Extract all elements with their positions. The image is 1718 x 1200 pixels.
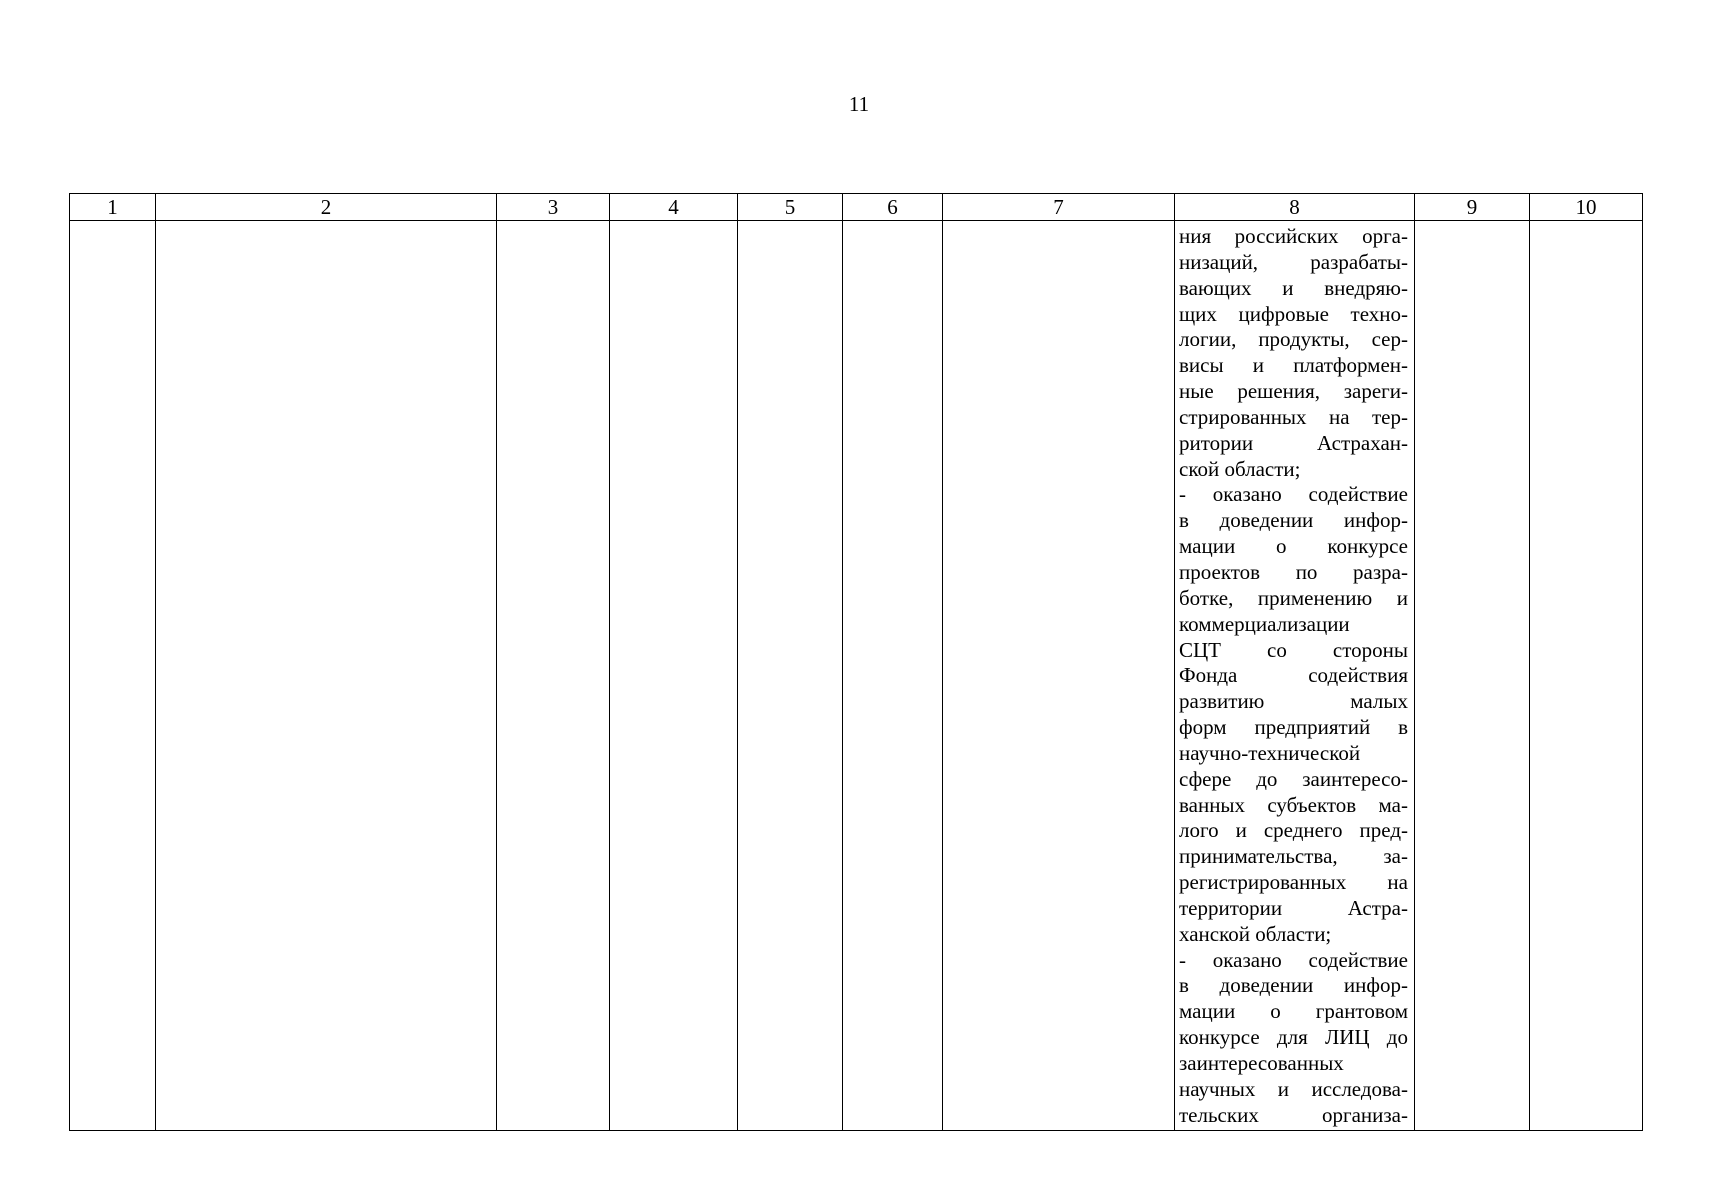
column-header-9: 9 bbox=[1415, 194, 1530, 221]
text-line: в доведении инфор- bbox=[1179, 973, 1408, 998]
text-line: логии, продукты, сер- bbox=[1179, 327, 1408, 352]
text-line: низаций, разрабаты- bbox=[1179, 249, 1408, 274]
text-line: щих цифровые техно- bbox=[1179, 301, 1408, 326]
data-table bbox=[69, 193, 1643, 1131]
text-line: научно-технической bbox=[1179, 740, 1361, 765]
cell-column-7 bbox=[943, 221, 1175, 1131]
cell-column-4 bbox=[610, 221, 738, 1131]
cell-column-2 bbox=[156, 221, 497, 1131]
text-line: мации о грантовом bbox=[1179, 999, 1408, 1024]
column-header-3: 3 bbox=[497, 194, 610, 221]
text-line: - оказано содействие bbox=[1179, 482, 1408, 507]
column-header-5: 5 bbox=[738, 194, 843, 221]
cell-column-1 bbox=[70, 221, 156, 1131]
cell-column-6 bbox=[843, 221, 943, 1131]
text-line: территории Астра- bbox=[1179, 895, 1408, 920]
text-line: принимательства, за- bbox=[1179, 844, 1408, 869]
text-line: ботке, применению и bbox=[1179, 585, 1408, 610]
cell-column-3 bbox=[497, 221, 610, 1131]
text-line: научных и исследова- bbox=[1179, 1076, 1408, 1101]
cell-column-5 bbox=[738, 221, 843, 1131]
text-line: стрированных на тер- bbox=[1179, 404, 1408, 429]
text-line: ванных субъектов ма- bbox=[1179, 792, 1408, 817]
text-line: коммерциализации bbox=[1179, 611, 1350, 636]
text-line: лого и среднего пред- bbox=[1179, 818, 1408, 843]
text-line: Фонда содействия bbox=[1179, 663, 1408, 688]
text-line: ния российских орга- bbox=[1179, 224, 1408, 248]
text-line: ритории Астрахан- bbox=[1179, 430, 1408, 455]
header-row bbox=[70, 194, 1643, 221]
text-line: вающих и внедряю- bbox=[1179, 275, 1408, 300]
column-header-6: 6 bbox=[843, 194, 943, 221]
column-header-10: 10 bbox=[1530, 194, 1643, 221]
text-line: регистрированных на bbox=[1179, 870, 1408, 895]
cell-column-9 bbox=[1415, 221, 1530, 1131]
text-line: форм предприятий в bbox=[1179, 715, 1408, 740]
text-line: заинтересованных bbox=[1179, 1051, 1344, 1075]
column-header-2: 2 bbox=[156, 194, 497, 221]
text-line: развитию малых bbox=[1179, 689, 1408, 714]
text-line: СЦТ со стороны bbox=[1179, 637, 1408, 662]
text-line: - оказано содействие bbox=[1179, 947, 1408, 972]
cell-column-8 bbox=[1175, 221, 1415, 1131]
table-row bbox=[70, 221, 1643, 1131]
text-line: ской области; bbox=[1179, 456, 1301, 481]
column-header-1: 1 bbox=[70, 194, 156, 221]
column-8-text bbox=[1175, 221, 1414, 1129]
column-header-8: 8 bbox=[1175, 194, 1415, 221]
text-line: мации о конкурсе bbox=[1179, 534, 1408, 559]
column-header-4: 4 bbox=[610, 194, 738, 221]
text-line: висы и платформен- bbox=[1179, 353, 1408, 378]
cell-column-10 bbox=[1530, 221, 1643, 1131]
page-number: 11 bbox=[848, 92, 870, 116]
text-line: сфере до заинтересо- bbox=[1179, 766, 1408, 791]
text-line: тельских организа- bbox=[1179, 1102, 1408, 1127]
text-line: в доведении инфор- bbox=[1179, 508, 1408, 533]
text-line: проектов по разра- bbox=[1179, 559, 1408, 584]
text-line: ные решения, зареги- bbox=[1179, 379, 1408, 404]
text-line: конкурсе для ЛИЦ до bbox=[1179, 1025, 1408, 1050]
column-header-7: 7 bbox=[943, 194, 1175, 221]
text-line: ханской области; bbox=[1179, 921, 1332, 946]
